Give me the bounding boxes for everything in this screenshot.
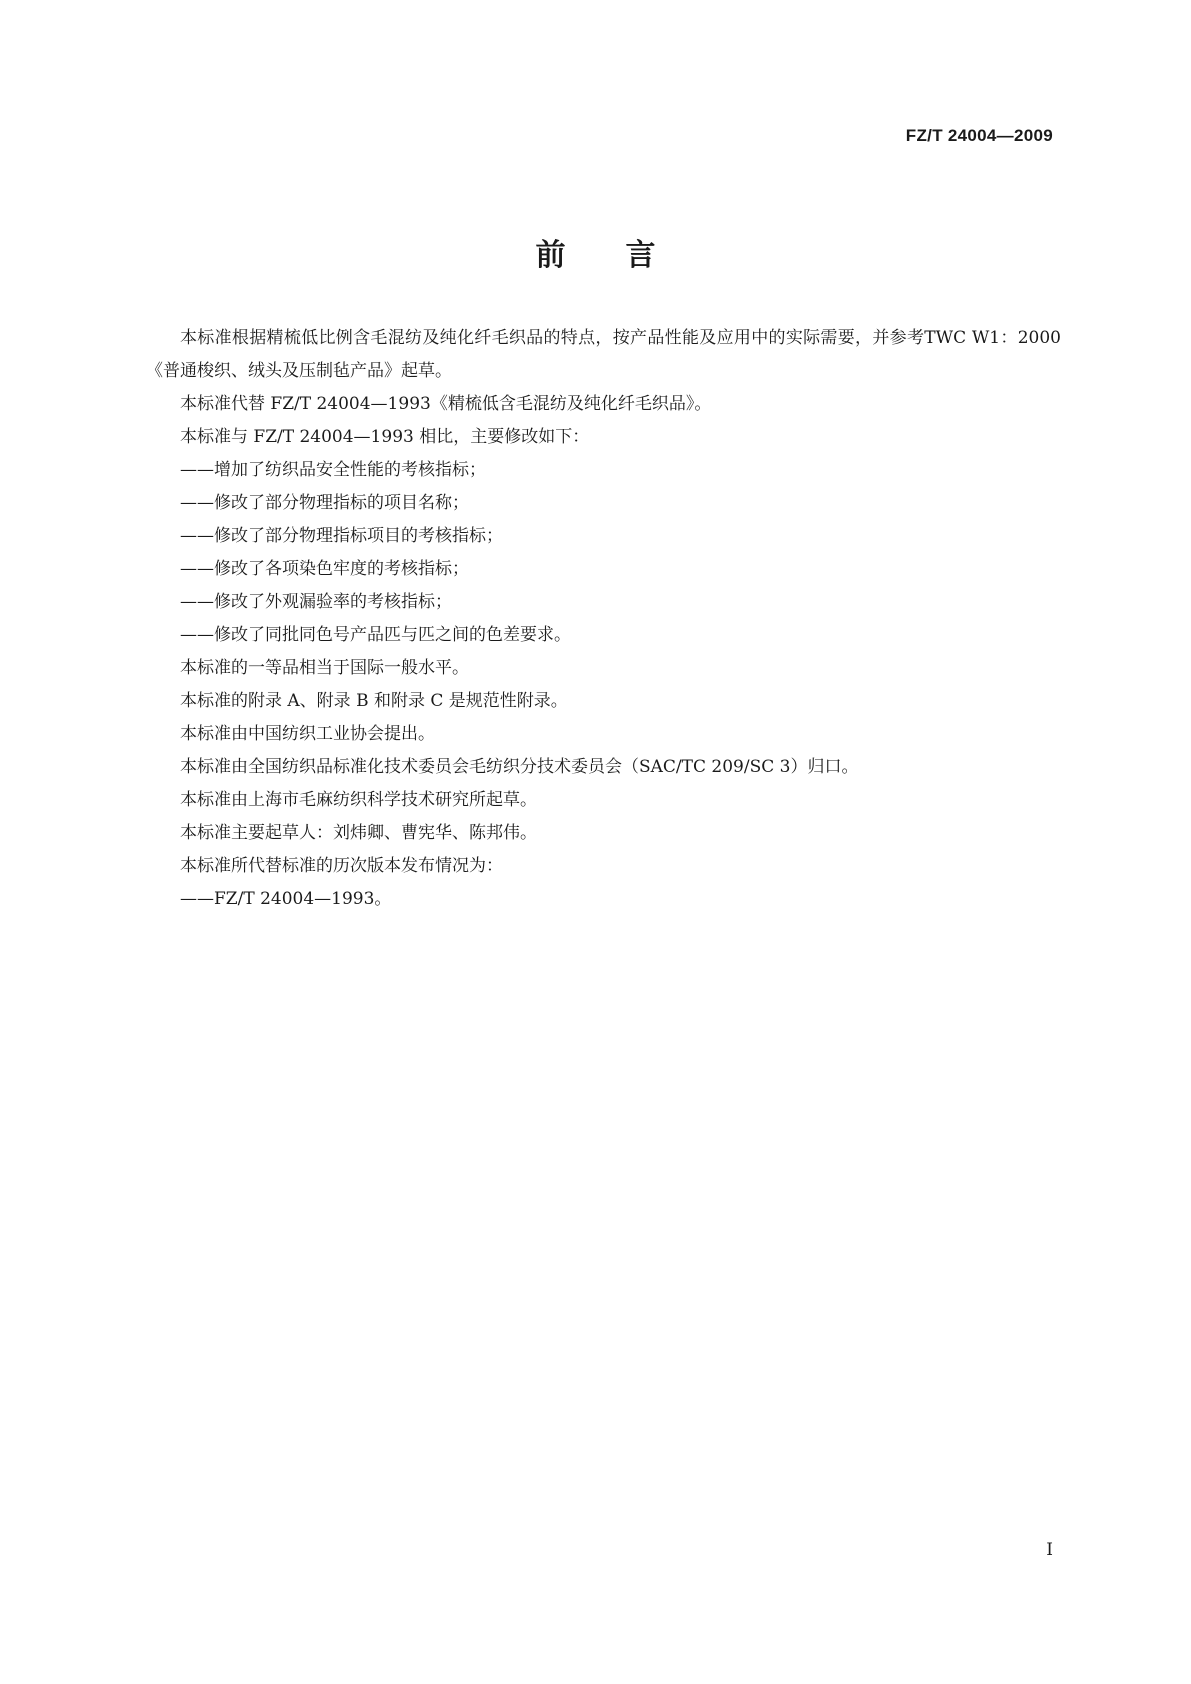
paragraph-history-intro: 本标准所代替标准的历次版本发布情况为： xyxy=(180,856,503,876)
list-item: ——修改了外观漏验率的考核指标； xyxy=(180,592,452,612)
list-item: ——修改了部分物理指标项目的考核指标； xyxy=(180,526,503,546)
paragraph-replaces: 本标准代替 FZ/T 24004—1993《精梳低含毛混纺及纯化纤毛织品》。 xyxy=(180,394,712,414)
list-item: ——修改了同批同色号产品匹与匹之间的色差要求。 xyxy=(180,625,571,645)
paragraph-annexes: 本标准的附录 A、附录 B 和附录 C 是规范性附录。 xyxy=(180,691,568,711)
list-item: ——FZ/T 24004—1993。 xyxy=(180,889,392,909)
paragraph-changes-intro: 本标准与 FZ/T 24004—1993 相比，主要修改如下： xyxy=(180,427,590,447)
history-list xyxy=(146,883,1061,916)
paragraph-grade: 本标准的一等品相当于国际一般水平。 xyxy=(180,658,469,678)
list-item: ——修改了各项染色牢度的考核指标； xyxy=(180,559,469,579)
list-item: ——增加了纺织品安全性能的考核指标； xyxy=(180,460,486,480)
page-number: I xyxy=(1046,1540,1053,1560)
list-item: ——修改了部分物理指标的项目名称； xyxy=(180,493,469,513)
paragraph-proposer: 本标准由中国纺织工业协会提出。 xyxy=(180,724,435,744)
paragraph-drafter-org: 本标准由上海市毛麻纺织科学技术研究所起草。 xyxy=(180,790,537,810)
foreword-body xyxy=(146,322,1061,916)
paragraph-drafters: 本标准主要起草人：刘炜卿、曹宪华、陈邦伟。 xyxy=(180,823,537,843)
paragraph-committee: 本标准由全国纺织品标准化技术委员会毛纺织分技术委员会（SAC/TC 209/SC 3）归口。 xyxy=(180,757,859,777)
page-title: 前言 xyxy=(535,238,716,273)
standard-code: FZ/T 24004—2009 xyxy=(905,126,1053,145)
changes-list xyxy=(146,454,1061,652)
paragraph-basis: 本标准根据精梳低比例含毛混纺及纯化纤毛织品的特点，按产品性能及应用中的实际需要，并参考TWC W1：2000《普通梭织、绒头及压制毡产品》起草。 xyxy=(146,328,1061,381)
